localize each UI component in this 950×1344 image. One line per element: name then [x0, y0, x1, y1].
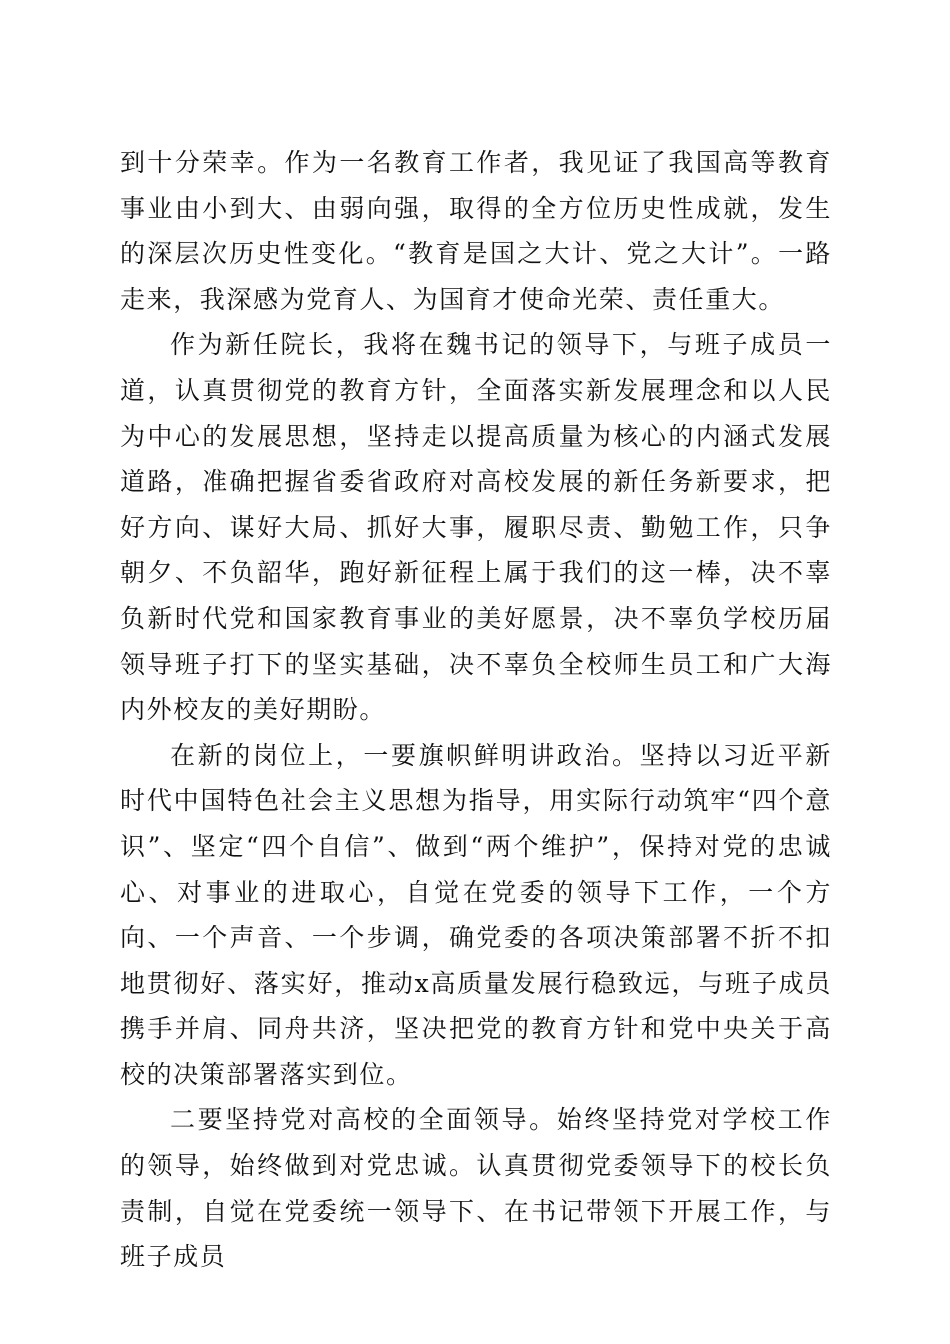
paragraph-new-president: 作为新任院长，我将在魏书记的领导下，与班子成员一道，认真贯彻党的教育方针，全面落实新发展理念和以人民为中心的发展思想，坚持走以提高质量为核心的内涵式发展道路，准确把握省委省政府对高校发展的新任务新要求，把好方向、谋好大局、抓好大事，履职尽责、勤勉工作，只争朝夕、不负韶华，跑好新征程上属于我们的这一棒，决不辜负新时代党和国家教育事业的美好愿景，决不辜负学校历届领导班子打下的坚实基础，决不辜负全校师生员工和广大海内外校友的美好期盼。 [120, 330, 832, 725]
paragraph-party-leadership: 二要坚持党对高校的全面领导。始终坚持党对学校工作的领导，始终做到对党忠诚。认真贯彻党委领导下的校长负责制，自觉在党委统一领导下、在书记带领下开展工作，与班子成员 [120, 1105, 832, 1272]
document-body [120, 140, 832, 1280]
paragraph-continuation: 到十分荣幸。作为一名教育工作者，我见证了我国高等教育事业由小到大、由弱向强，取得的全方位历史性成就，发生的深层次历史性变化。“教育是国之大计、党之大计”。一路走来，我深感为党育人、为国育才使命光荣、责任重大。 [120, 148, 832, 314]
paragraph-politics: 在新的岗位上，一要旗帜鲜明讲政治。坚持以习近平新时代中国特色社会主义思想为指导，用实际行动筑牢“四个意识”、坚定“四个自信”、做到“两个维护”，保持对党的忠诚心、对事业的进取心，自觉在党委的领导下工作，一个方向、一个声音、一个步调，确党委的各项决策部署不折不扣地贯彻好、落实好，推动x高质量发展行稳致远，与班子成员携手并肩、同舟共济，坚决把党的教育方针和党中央关于高校的决策部署落实到位。 [120, 740, 832, 1089]
